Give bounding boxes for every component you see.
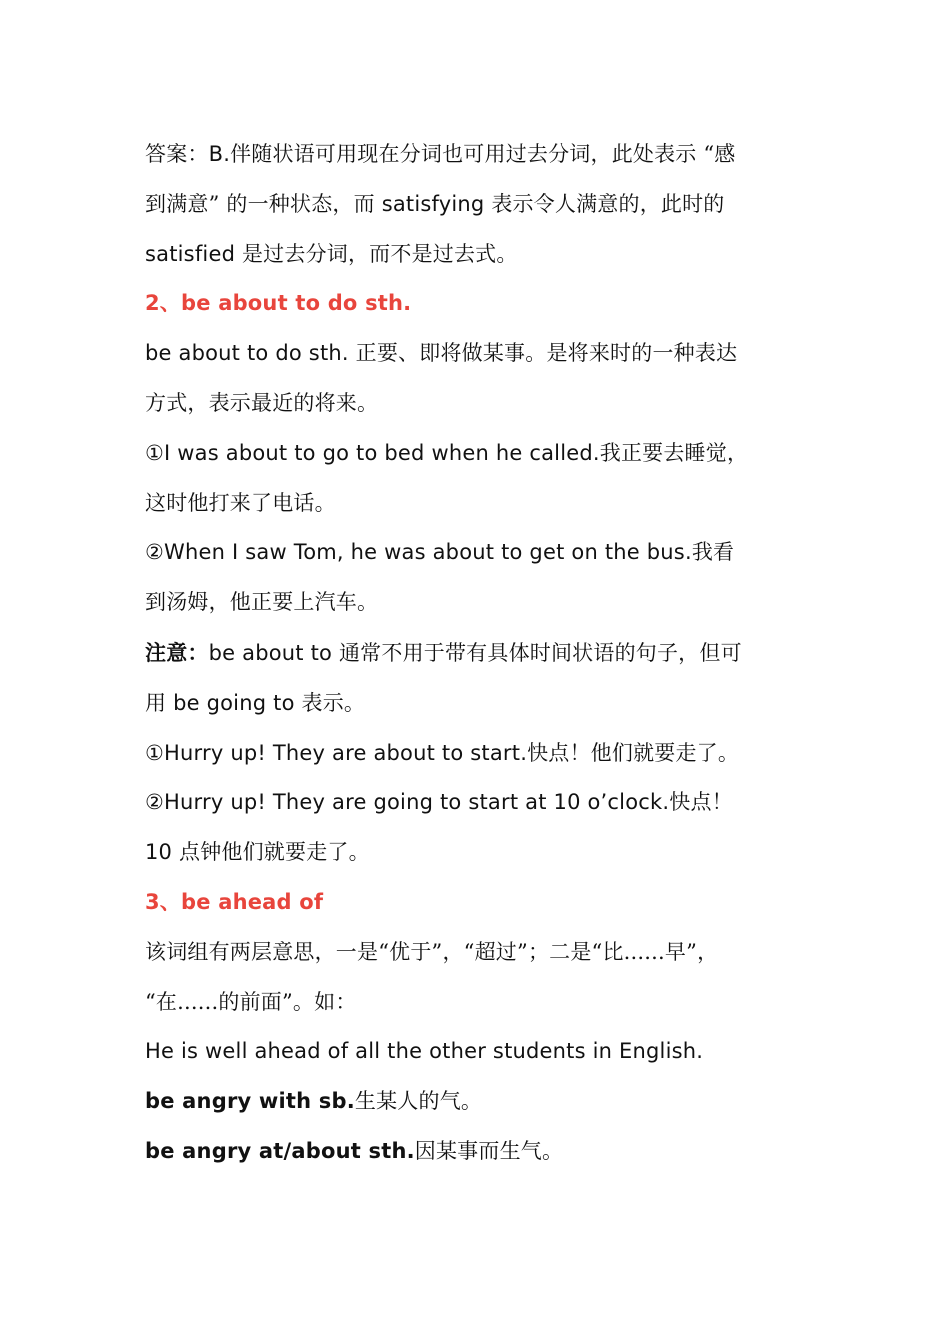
answer-line-2 bbox=[145, 180, 820, 230]
example-line-3 bbox=[145, 729, 820, 779]
phrase-meaning: 生某人的气。 bbox=[354, 1089, 483, 1114]
answer-line-3 bbox=[145, 230, 820, 280]
number: 10 bbox=[145, 840, 173, 865]
example-line-4-cont bbox=[145, 828, 820, 878]
example-line-1-cont: 这时他打来了电话。 bbox=[145, 490, 336, 515]
bold-phrase: be angry with sb. bbox=[145, 1089, 355, 1114]
definition-text: 正要、即将做某事。是将来时的一种表达 bbox=[348, 341, 738, 366]
text-segment: 到满意” 的一种状态，而 bbox=[145, 191, 382, 216]
definition-line-1 bbox=[145, 329, 820, 379]
phrase-line-2 bbox=[145, 1127, 820, 1177]
note-text: 通常不用于带有具体时间状语的句子，但可 bbox=[332, 640, 742, 665]
meaning-line-2: “在......的前面”。如： bbox=[145, 989, 357, 1014]
phrase-line-1 bbox=[145, 1077, 820, 1127]
english-word: satisfied bbox=[145, 241, 236, 266]
example-line-4 bbox=[145, 778, 820, 828]
phrase-meaning: 因某事而生气。 bbox=[414, 1138, 564, 1163]
note-label: 注意： bbox=[145, 639, 209, 665]
phrase: be going to bbox=[173, 690, 295, 715]
section-heading-2: 2、be about to do sth. bbox=[145, 291, 412, 316]
example-chinese: 点钟他们就要走了。 bbox=[172, 840, 370, 865]
definition-line-2: 方式，表示最近的将来。 bbox=[145, 390, 379, 415]
example-english: ①I was about to go to bed when he called. bbox=[145, 440, 600, 465]
answer-label: 答案： bbox=[145, 142, 209, 166]
example-line-1 bbox=[145, 429, 820, 479]
example-english: ②When I saw Tom, he was about to get on the bus. bbox=[145, 540, 692, 565]
example-english: ②Hurry up! They are going to start at 10 o’clock. bbox=[145, 790, 670, 815]
text-segment: 表示令人满意的，此时的 bbox=[484, 191, 725, 216]
text-segment: 是过去分词，而不是过去式。 bbox=[235, 241, 518, 266]
example-chinese: 快点！他们就要走了。 bbox=[527, 740, 740, 765]
phrase: be about to bbox=[208, 640, 333, 665]
phrase: be about to do sth. bbox=[145, 341, 349, 366]
example-chinese: 快点！ bbox=[669, 790, 733, 815]
meaning-line-1: 该词组有两层意思，一是“优于”，“超过”；二是“比......早”， bbox=[145, 939, 719, 964]
example-line-2-cont: 到汤姆，他正要上汽车。 bbox=[145, 590, 379, 615]
section-heading-3: 3、be ahead of bbox=[145, 889, 324, 914]
note-text: 表示。 bbox=[294, 690, 366, 715]
answer-text: 伴随状语可用现在分词也可用过去分词，此处表示 “感 bbox=[230, 142, 736, 166]
note-text: 用 bbox=[145, 690, 174, 715]
example-chinese: 我看 bbox=[691, 540, 735, 565]
answer-option: B. bbox=[208, 142, 231, 166]
english-word: satisfying bbox=[381, 191, 485, 216]
example-sentence: He is well ahead of all the other students in English. bbox=[145, 1039, 704, 1064]
answer-line-1 bbox=[145, 130, 820, 180]
example-chinese: 我正要去睡觉， bbox=[599, 440, 749, 465]
example-english: ①Hurry up! They are about to start. bbox=[145, 740, 528, 765]
example-line-2 bbox=[145, 528, 820, 578]
bold-phrase: be angry at/about sth. bbox=[145, 1138, 415, 1163]
note-line-2 bbox=[145, 679, 820, 729]
note-line-1 bbox=[145, 628, 820, 679]
